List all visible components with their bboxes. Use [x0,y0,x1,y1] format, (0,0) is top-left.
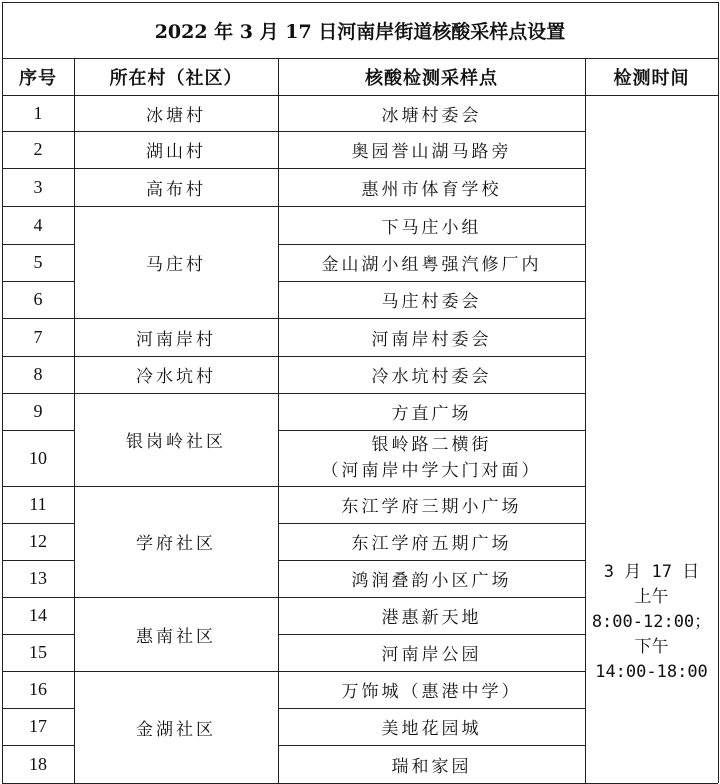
row-site [278,634,585,671]
row-seq: 12 [29,531,47,551]
grid-line [2,597,74,598]
grid-line [278,430,585,431]
grid-line [74,206,278,207]
grid-line [2,783,718,784]
grid-line [278,131,585,132]
site-name: 河南岸公园 [381,645,482,665]
grid-line [278,95,279,783]
row-seq: 6 [33,289,43,309]
row-site [278,745,585,783]
row-seq: 16 [29,679,47,699]
grid-line [278,597,585,598]
grid-line [585,58,586,95]
site-name: 东江学府五期广场 [351,534,512,554]
grid-line [74,393,278,394]
row-seq: 2 [33,139,43,159]
row-site [278,560,585,597]
grid-line [74,58,75,95]
grid-line [718,2,719,783]
grid-line [2,560,74,561]
grid-line [2,281,74,282]
site-name: 东江学府三期小广场 [341,497,522,517]
header-site: 核酸检测采样点 [365,67,498,89]
grid-line [2,523,74,524]
row-site [278,393,585,430]
grid-line [278,671,585,672]
row-seq: 11 [29,494,47,514]
header-seq: 序号 [19,67,57,89]
site-name-line2: （河南岸中学大门对面） [321,461,542,481]
site-name: 美地花园城 [381,719,482,739]
grid-line [2,168,74,169]
site-name: 金山湖小组粤强汽修厂内 [321,255,542,275]
table-title: 2022 年 3 月 17 日河南岸街道核酸采样点设置 [154,20,566,43]
grid-line [278,634,585,635]
site-name: 下马庄小组 [381,217,482,238]
grid-line [278,560,585,561]
row-seq: 17 [29,716,47,736]
site-name: 万饰城（惠港中学） [341,682,522,702]
site-name: 冰塘村委会 [381,105,482,126]
header-village: 所在村（社区） [109,67,243,89]
grid-line [2,244,74,245]
site-name: 港惠新天地 [381,608,482,628]
site-name: 惠州市体育学校 [361,179,502,200]
grid-line [278,356,585,357]
row-site [278,671,585,708]
grid-line [278,486,585,487]
time-line: 14:00-18:00 [595,662,708,682]
grid-line [2,95,718,96]
row-site [278,356,585,393]
grid-line [74,95,75,783]
village-cell: 惠南社区 [136,626,216,647]
grid-line [74,318,278,319]
grid-line [2,2,718,3]
grid-line [2,708,74,709]
site-name: 瑞和家园 [391,756,472,777]
grid-line [278,745,585,746]
row-site [278,486,585,523]
site-name: 河南岸村委会 [371,329,492,350]
grid-line [2,745,74,746]
grid-line [278,523,585,524]
row-seq: 18 [29,753,47,774]
grid-line [2,318,74,319]
grid-line [2,206,74,207]
village-cell: 冷水坑村 [136,367,216,387]
row-seq: 15 [29,642,47,662]
time-line: 8:00-12:00； [591,612,712,632]
row-site [278,244,585,281]
grid-line [74,486,278,487]
grid-line [278,58,279,95]
village-cell: 湖山村 [146,142,206,162]
village-cell: 高布村 [146,179,206,200]
grid-line [2,58,718,59]
row-site [278,206,585,244]
row-seq: 1 [33,102,43,123]
site-name: 银岭路二横街 [371,435,492,455]
time-line: 上午 [634,587,669,607]
grid-line [278,393,585,394]
site-name: 方直广场 [391,404,472,424]
row-site [278,95,585,131]
village-cell: 马庄村 [146,254,206,275]
row-seq: 7 [33,326,43,347]
row-site [278,168,585,206]
row-seq: 10 [29,447,47,468]
row-seq: 14 [29,605,47,625]
row-site [278,430,585,486]
site-name: 马庄村委会 [381,292,482,312]
grid-line [278,244,585,245]
grid-line [585,95,586,783]
site-name: 奥园誉山湖马路旁 [351,142,512,162]
grid-line [278,281,585,282]
row-site [278,318,585,356]
grid-line [278,206,585,207]
site-name: 冷水坑村委会 [371,367,492,387]
grid-line [2,393,74,394]
grid-line [2,634,74,635]
grid-line [278,708,585,709]
row-seq: 5 [33,252,43,272]
grid-line [278,168,585,169]
village-cell: 学府社区 [136,534,216,554]
grid-line [278,318,585,319]
row-seq: 3 [33,176,43,197]
grid-line [2,671,74,672]
row-seq: 8 [33,364,43,384]
site-name: 鸿润叠韵小区广场 [351,571,512,591]
grid-line [74,356,278,357]
grid-line [74,131,278,132]
grid-line [74,671,278,672]
grid-line [2,131,74,132]
detection-time-cell [585,95,718,783]
row-site [278,131,585,168]
grid-line [2,356,74,357]
grid-line [2,430,74,431]
header-time: 检测时间 [613,67,690,89]
row-seq: 4 [33,214,43,235]
row-seq: 9 [33,401,43,421]
village-cell: 银岗岭社区 [126,432,226,452]
row-site [278,708,585,745]
village-cell: 冰塘村 [146,105,206,126]
village-cell: 河南岸村 [136,329,216,350]
time-line: 3 月 17 日 [603,562,700,582]
row-seq: 13 [29,568,47,588]
row-site [278,281,585,318]
grid-line [74,168,278,169]
row-site [278,597,585,634]
grid-line [74,597,278,598]
time-line: 下午 [634,637,669,657]
row-site [278,523,585,560]
grid-line [2,486,74,487]
village-cell: 金湖社区 [136,719,216,740]
